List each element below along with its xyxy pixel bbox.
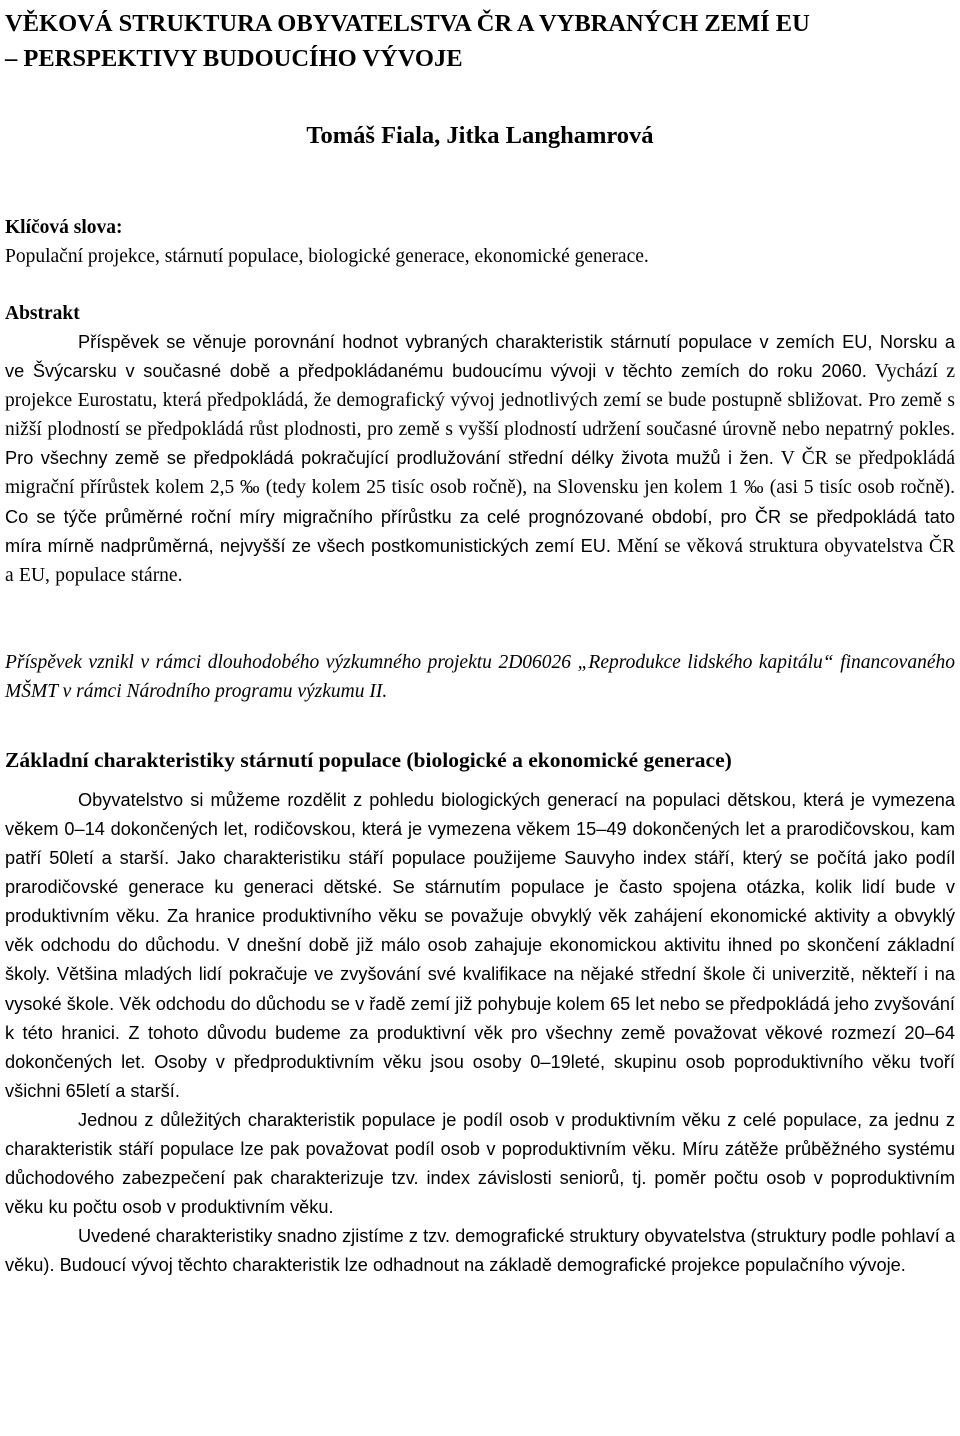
body-paragraph-1: Obyvatelstvo si můžeme rozdělit z pohledu biologických generací na populaci dětskou, která je vymezena věkem 0–14 dokončených let, rodičovskou, která je vymezena věkem 15–49 dokončených let a prarodičovskou, kam patří 50letí a starší. Jako charakteristiku stáří populace použijeme Sauvyho index stáří, který se počítá jako podíl prarodičovské generace ku generaci dětské. Se stárnutím populace je často spojena otázka, kolik lidí bude v produktivním věku. Za hranice produktivního věku se považuje obvyklý věk zahájení ekonomické aktivity a obvyklý věk odchodu do důchodu. V dnešní době již málo osob zahajuje ekonomickou aktivitu ihned po skončení základní školy. Většina mladých lidí pokračuje ve zvyšování své kvalifikace na nějaké střední škole či univerzitě, někteří i na vysoké škole. Věk odchodu do důchodu se v řadě zemí již pohybuje kolem 65 let nebo se předpokládá jeho zvyšování k této hranici. Z tohoto důvodu budeme za produktivní věk pro všechny země považovat věkové rozmezí 20–64 dokončených let. Osoby v předproduktivním věku jsou osoby 0–19leté, skupinu osob poproduktivního věku tvoří všichni 65letí a starší. (5, 789, 955, 1101)
abstract-part-5: V ČR se předpokládá migrační přírůstek kolem 2,5 ‰ (tedy kolem 25 tisíc osob ročně), na Slovensku jen kolem 1 ‰ (asi 5 tisíc osob ročně). (5, 448, 955, 499)
abstract-part-7: Mění se věková struktura obyvatelstva ČR a EU, populace stárne. (5, 535, 955, 586)
body-paragraph-2: Jednou z důležitých charakteristik populace je podíl osob v produktivním věku z celé populace, za jednu z charakteristik stáří populace lze pak považovat podíl osob v poproduktivním věku. Míru zátěže průběžného systému důchodového zabezpečení pak charakterizuje tzv. index závislosti seniorů, tj. poměr počtu osob v poproduktivním věku ku počtu osob v produktivním věku. (5, 1109, 955, 1218)
abstract-heading: Abstrakt (5, 303, 80, 324)
title-line-2: – PERSPEKTIVY BUDOUCÍHO VÝVOJE (5, 45, 463, 72)
section-heading: Základní charakteristiky stárnutí populace (biologické a ekonomické generace) (5, 747, 732, 772)
abstract-part-2: Vychází z projekce Eurostatu, která předpokládá, že demografický vývoj jednotlivých zemí se bude postupně sbližovat. (5, 361, 955, 412)
keywords-heading: Klíčová slova: (5, 217, 123, 238)
abstract-part-4: Pro všechny země se předpokládá pokračující prodlužování střední délky života mužů i žen. (5, 448, 774, 469)
abstract-body (5, 328, 955, 590)
document-page (5, 0, 955, 1280)
funding-note: Příspěvek vznikl v rámci dlouhodobého výzkumného projektu 2D06026 „Reprodukce lidského kapitálu“ financovaného MŠMT v rámci Národního programu výzkumu II. (5, 651, 955, 702)
document-title (5, 6, 955, 76)
abstract-part-6: Co se týče průměrné roční míry migračního přírůstku za celé prognózované období, pro ČR se předpokládá tato míra mírně nadprůměrná, nejvyšší ze všech postkomunistických zemí EU. (5, 506, 955, 556)
abstract-part-3: Pro země s nižší plodností se předpokládá růst plodnosti, pro země s vyšší plodností udržení současné úrovně nebo nepatrný pokles. (5, 390, 956, 441)
abstract-part-1: Příspěvek se věnuje porovnání hodnot vybraných charakteristik stárnutí populace v zemích EU, Norsku a ve Švýcarsku v současné době a předpokládanému budoucímu vývoji v těchto zemích do roku 2060. (5, 332, 955, 382)
title-line-1: VĚKOVÁ STRUKTURA OBYVATELSTVA ČR A VYBRANÝCH ZEMÍ EU (5, 10, 810, 37)
keywords: Populační projekce, stárnutí populace, biologické generace, ekonomické generace. (5, 246, 649, 267)
authors: Tomáš Fiala, Jitka Langhamrová (306, 122, 654, 149)
body-paragraph-3: Uvedené charakteristiky snadno zjistíme z tzv. demografické struktury obyvatelstva (struktury podle pohlaví a věku). Budoucí vývoj těchto charakteristik lze odhadnout na základě demografické projekce populačního vývoje. (5, 1226, 955, 1276)
